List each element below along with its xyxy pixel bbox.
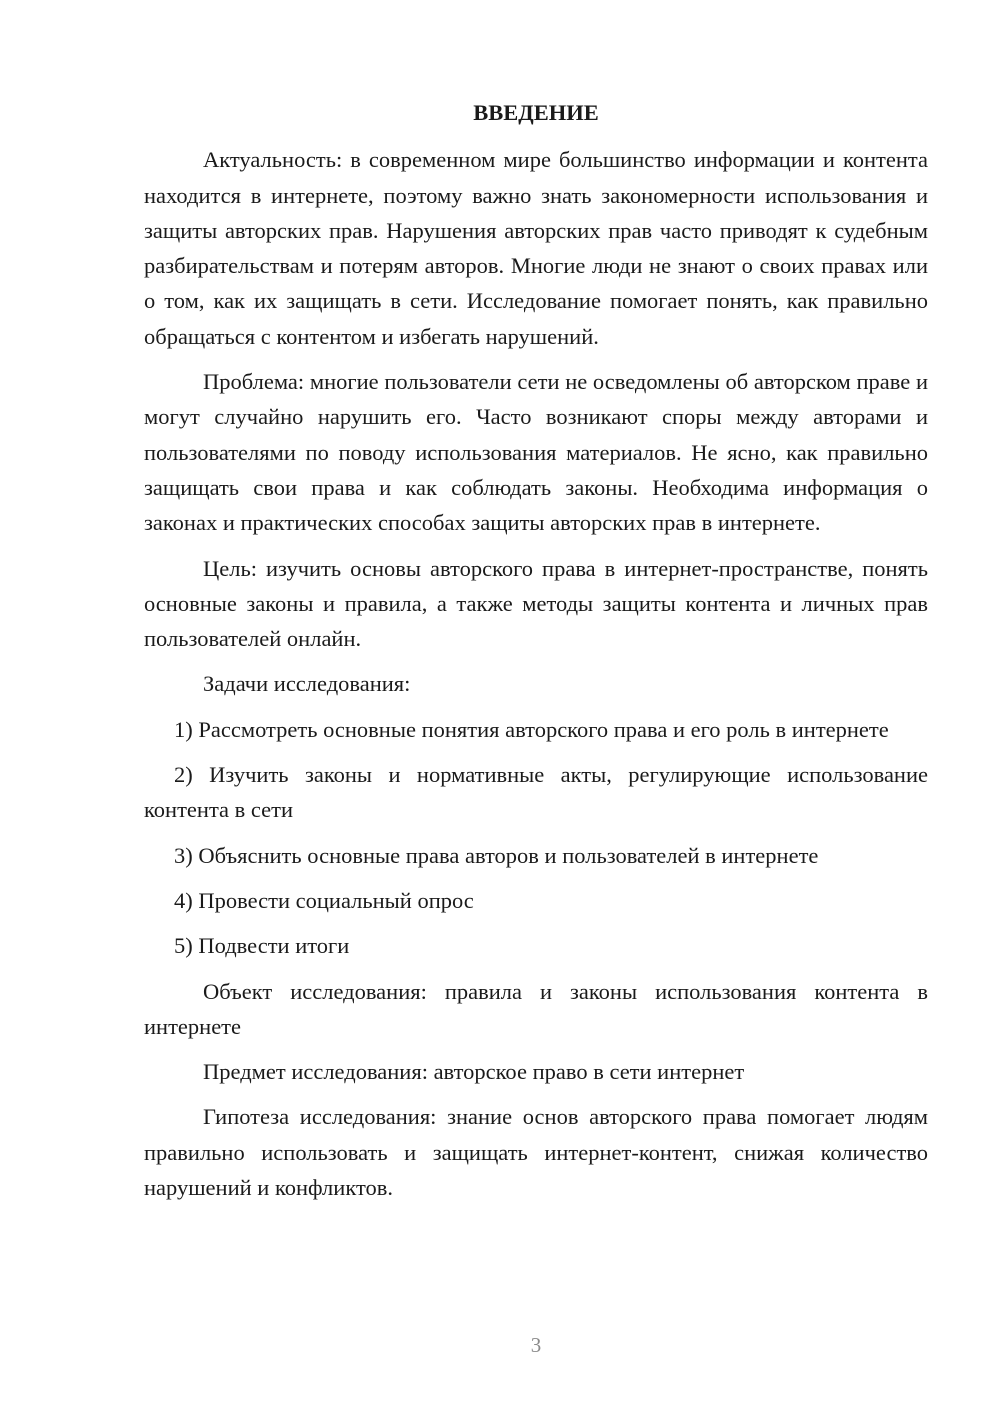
task-item-4: 4) Провести социальный опрос xyxy=(174,887,474,913)
paragraph-goal: Цель: изучить основы авторского права в интернет-пространстве, понять основные законы и правила, а также методы защиты контента и личных прав пользователей онлайн. xyxy=(144,555,928,652)
page-title: ВВЕДЕНИЕ xyxy=(473,100,599,125)
page-number: 3 xyxy=(530,1333,542,1357)
task-item-2: 2) Изучить законы и нормативные акты, регулирующие использование контента в сети xyxy=(144,762,928,823)
paragraph-subject: Предмет исследования: авторское право в сети интернет xyxy=(203,1059,745,1085)
paragraph-problem: Проблема: многие пользователи сети не осведомлены об авторском праве и могут случайно нарушить его. Часто возникают споры между авторами и пользователями по поводу использования материалов. Не ясно, как правильно защищать свои права и как соблюдать законы. Необходима информация о законах и практических способах защиты авторских прав в интернете. xyxy=(144,369,928,536)
paragraph-object: Объект исследования: правила и законы использования контента в интернете xyxy=(144,978,928,1039)
tasks-header: Задачи исследования: xyxy=(203,671,411,697)
page-content xyxy=(144,95,928,1215)
task-item-5: 5) Подвести итоги xyxy=(174,933,350,959)
paragraph-relevance: Актуальность: в современном мире большинство информации и контента находится в интернете, поэтому важно знать закономерности использования и защиты авторских прав. Нарушения авторских прав часто приводят к судебным разбирательствам и потерям авторов. Многие люди не знают о своих правах или о том, как их защищать в сети. Исследование помогает понять, как правильно обращаться с контентом и избегать нарушений. xyxy=(144,147,928,349)
task-item-3: 3) Объяснить основные права авторов и пользователей в интернете xyxy=(174,842,819,868)
task-item-1: 1) Рассмотреть основные понятия авторского права и его роль в интернете xyxy=(174,716,889,742)
paragraph-hypothesis: Гипотеза исследования: знание основ авторского права помогает людям правильно использовать и защищать интернет-контент, снижая количество нарушений и конфликтов. xyxy=(144,1104,928,1201)
